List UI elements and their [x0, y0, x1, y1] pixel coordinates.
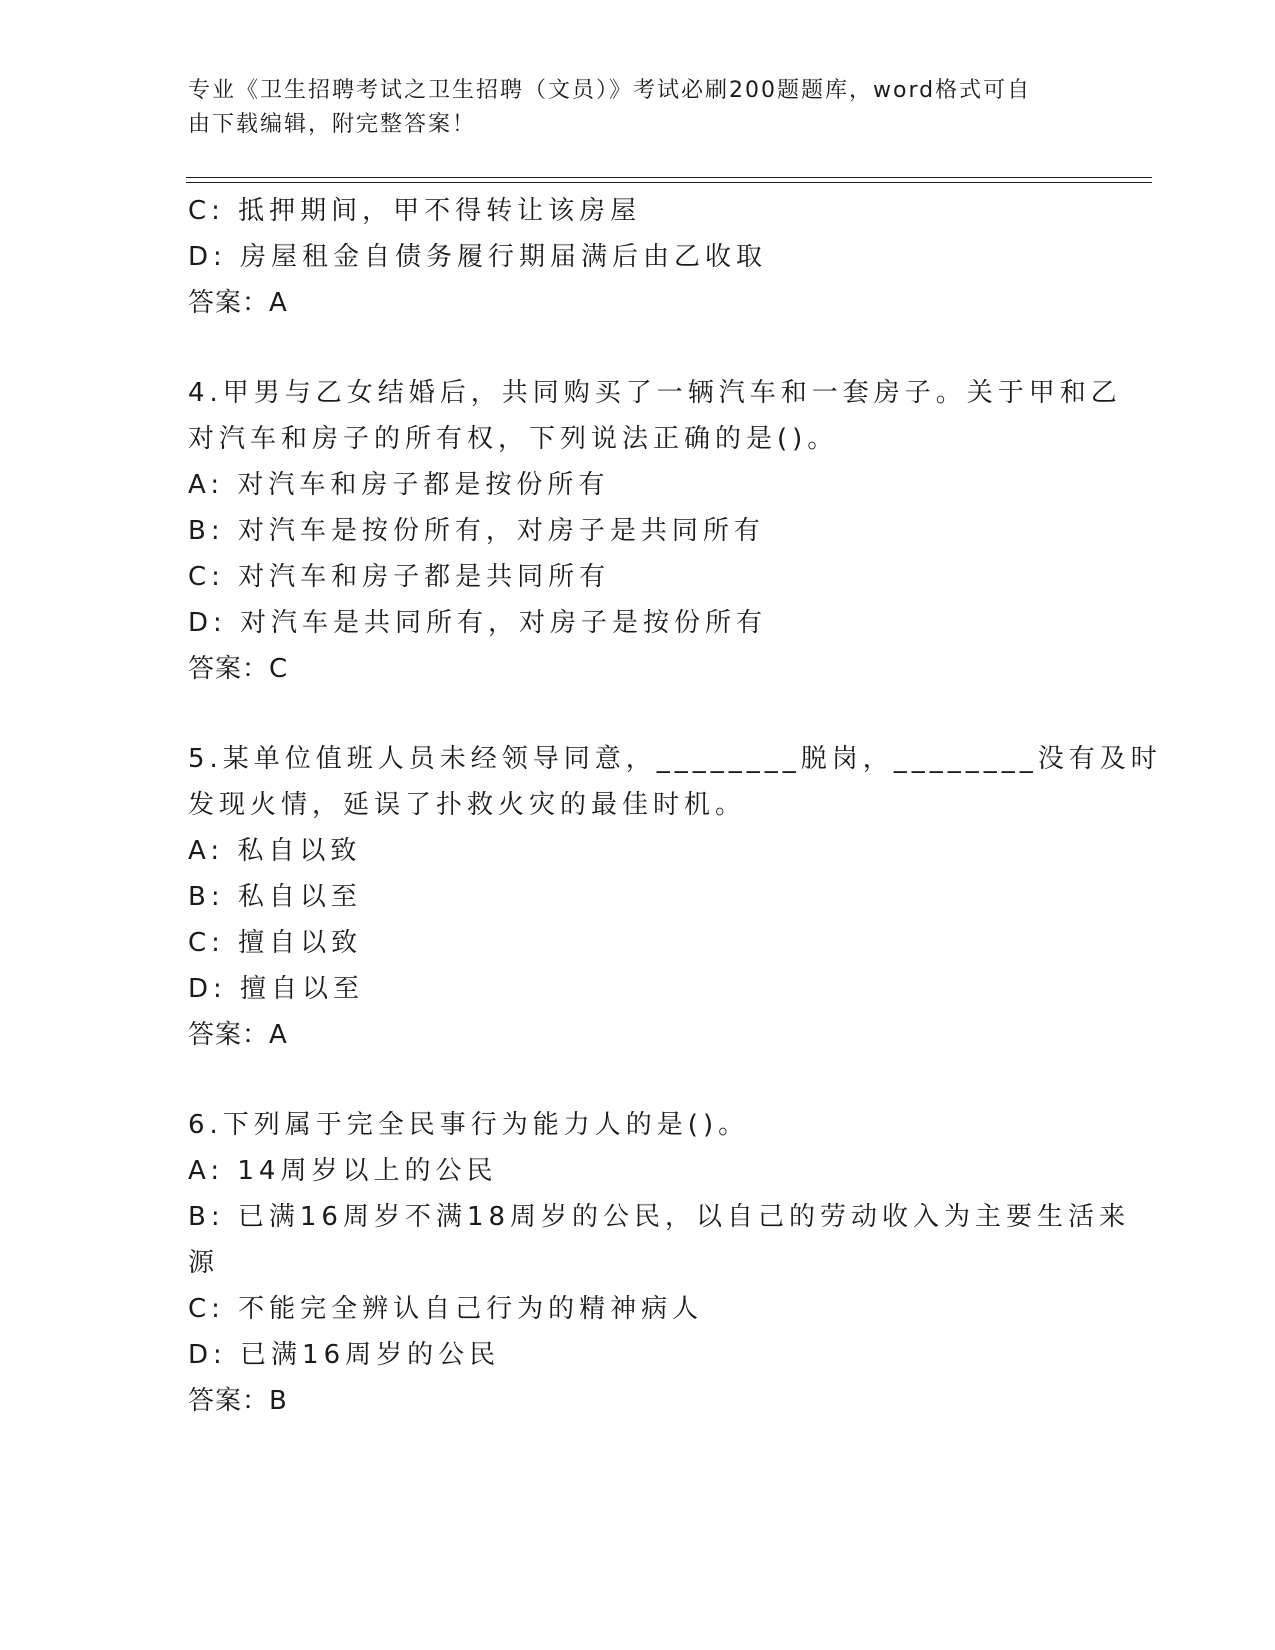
- question-list: [188, 188, 1162, 1424]
- question-4: [188, 370, 1122, 692]
- option-a: A: 14周岁以上的公民: [188, 1156, 498, 1186]
- header-divider-top: [186, 177, 1152, 178]
- option-b: B: 已满16周岁不满18周岁的公民，以自己的劳动收入为主要生活来: [188, 1202, 1131, 1232]
- option-c: C: 抵押期间，甲不得转让该房屋: [188, 196, 642, 226]
- question-6: [188, 1102, 1131, 1424]
- spacer: [188, 1058, 1088, 1102]
- answer: 答案：A: [188, 288, 288, 318]
- question-stem: 4.甲男与乙女结婚后，共同购买了一辆汽车和一套房子。关于甲和乙: [188, 378, 1122, 408]
- question-stem-continued: 发现火情，延误了扑救火灾的最佳时机。: [188, 790, 747, 820]
- question-3-tail: [188, 188, 1088, 326]
- question-stem: 5.某单位值班人员未经领导同意，________脱岗，________没有及时: [188, 744, 1162, 774]
- question-5: [188, 736, 1162, 1058]
- header-divider-bottom: [186, 182, 1152, 183]
- option-d: D: 房屋租金自债务履行期届满后由乙收取: [188, 242, 768, 272]
- option-b: B: 对汽车是按份所有，对房子是共同所有: [188, 516, 765, 546]
- answer: 答案：B: [188, 1386, 288, 1416]
- option-d: D: 对汽车是共同所有，对房子是按份所有: [188, 608, 768, 638]
- question-stem: 6.下列属于完全民事行为能力人的是()。: [188, 1110, 750, 1140]
- question-stem-continued: 对汽车和房子的所有权，下列说法正确的是()。: [188, 424, 839, 454]
- option-b-continued: 源: [188, 1248, 220, 1278]
- option-d: D: 已满16周岁的公民: [188, 1340, 501, 1370]
- option-c: C: 擅自以致: [188, 928, 363, 958]
- header-line-2: 由下载编辑，附完整答案！: [188, 112, 477, 137]
- answer: 答案：C: [188, 654, 289, 684]
- spacer: [188, 326, 1088, 370]
- header-line-1: 专业《卫生招聘考试之卫生招聘（文员）》考试必刷200题题库，word格式可自: [188, 78, 1032, 103]
- option-b: B: 私自以至: [188, 882, 362, 912]
- option-d: D: 擅自以至: [188, 974, 365, 1004]
- option-a: A: 私自以致: [188, 836, 362, 866]
- answer: 答案：A: [188, 1020, 288, 1050]
- option-c: C: 对汽车和房子都是共同所有: [188, 562, 611, 592]
- spacer: [188, 692, 1088, 736]
- option-c: C: 不能完全辨认自己行为的精神病人: [188, 1294, 704, 1324]
- document-header: [188, 74, 1068, 142]
- option-a: A: 对汽车和房子都是按份所有: [188, 470, 610, 500]
